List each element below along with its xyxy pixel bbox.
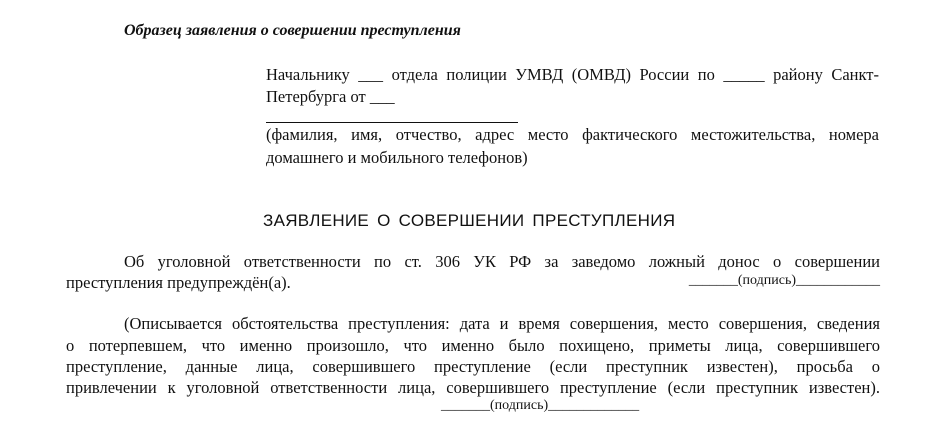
- signature-line-2: _______(подпись)_____________: [441, 398, 640, 413]
- liability-warning-line-2: преступления предупреждён(а).: [66, 273, 291, 292]
- description-line-1: (Описывается обстоятельства преступления: дата и время совершения, место совершения, сведения: [124, 314, 880, 333]
- addressee-line-2: Петербурга от ___: [266, 87, 395, 106]
- applicant-details-hint-line-2: домашнего и мобильного телефонов): [266, 148, 528, 167]
- description-line-4: привлечении к уголовной ответственности лица, совершившего преступление (если преступник известен).: [66, 378, 880, 397]
- document-heading: Образец заявления о совершении преступления: [124, 22, 461, 39]
- signature-line-1: _______(подпись)____________: [688, 273, 880, 288]
- statement-title: ЗАЯВЛЕНИЕ О СОВЕРШЕНИИ ПРЕСТУПЛЕНИЯ: [263, 211, 676, 230]
- applicant-blank-line: [266, 122, 518, 123]
- applicant-details-hint-line-1: (фамилия, имя, отчество, адрес место фактического местожительства, номера: [266, 125, 879, 144]
- description-line-3: преступление, данные лица, совершившего преступление (если преступник известен), просьба о: [66, 357, 880, 376]
- description-line-2: о потерпевшем, что именно произошло, что именно было похищено, приметы лица, совершившего: [66, 336, 880, 355]
- liability-warning-line-1: Об уголовной ответственности по ст. 306 УК РФ за заведомо ложный донос о совершении: [124, 252, 880, 271]
- addressee-line-1: Начальнику ___ отдела полиции УМВД (ОМВД) России по _____ району Санкт-: [266, 65, 879, 84]
